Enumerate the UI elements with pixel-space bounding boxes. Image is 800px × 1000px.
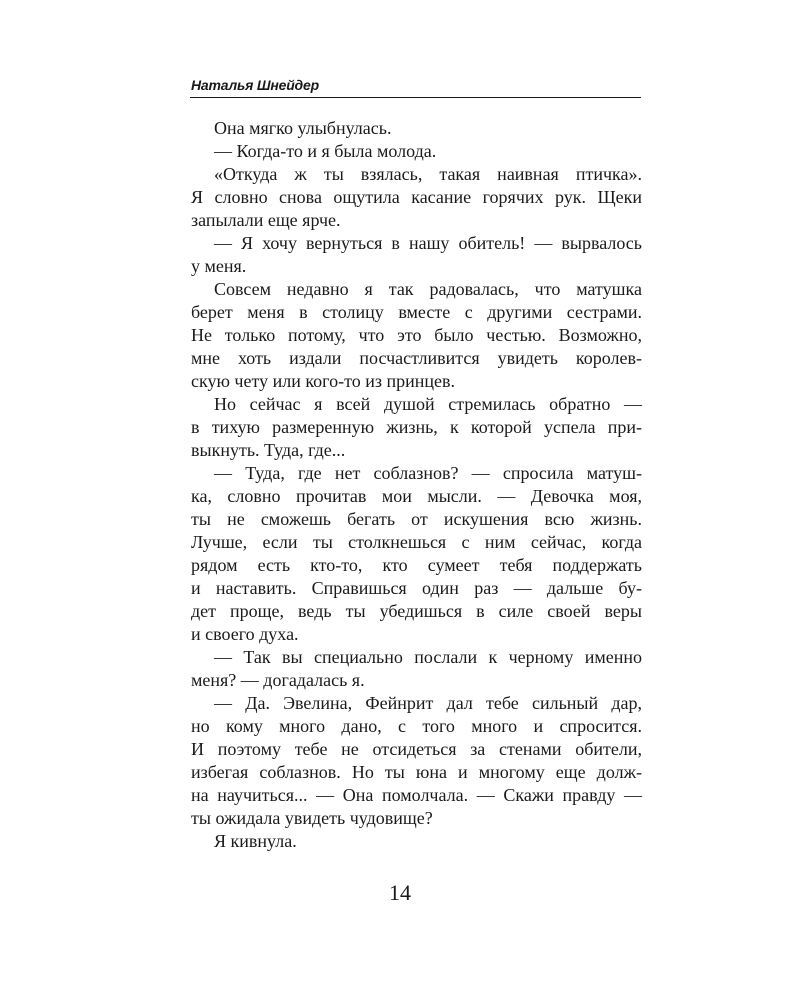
- running-header-author: Наталья Шнейдер: [191, 77, 319, 93]
- text-line: берет меня в столицу вместе с другими сестрами.: [191, 302, 642, 322]
- text-line: ка, словно прочитав мои мысли. — Девочка моя,: [191, 486, 642, 506]
- text-line: «Откуда ж ты взялась, такая наивная птичка».: [214, 164, 642, 184]
- text-line: Я кивнула.: [214, 831, 297, 851]
- text-line: и своего духа.: [191, 624, 299, 644]
- text-line: Я словно снова ощутила касание горячих рук. Щеки: [191, 187, 642, 207]
- header-divider: [190, 97, 641, 98]
- text-line: Лучше, если ты столкнешься с ним сейчас, когда: [191, 532, 642, 552]
- text-line: — Когда-то и я была молода.: [214, 141, 437, 161]
- text-line: запылали еще ярче.: [191, 210, 341, 230]
- text-line: на научиться... — Она помолчала. — Скажи правду —: [191, 785, 642, 805]
- text-line: скую чету или кого-то из принцев.: [191, 371, 455, 391]
- text-line: избегая соблазнов. Но ты юна и многому еще долж-: [191, 762, 642, 782]
- text-line: Совсем недавно я так радовалась, что матушка: [214, 279, 642, 299]
- text-line: ты не сможешь бегать от искушения всю жизнь.: [191, 509, 642, 529]
- text-line: дет проще, ведь ты убедишься в силе своей веры: [191, 601, 642, 621]
- text-line: — Я хочу вернуться в нашу обитель! — вырвалось: [214, 233, 642, 253]
- text-line: — Да. Эвелина, Фейнрит дал тебе сильный дар,: [214, 693, 642, 713]
- text-line: мне хоть издали посчастливится увидеть королев-: [191, 348, 642, 368]
- text-line: Не только потому, что это было честью. Возможно,: [191, 325, 642, 345]
- text-line: выкнуть. Туда, где...: [191, 440, 346, 460]
- text-line: но кому много дано, с того много и спросится.: [191, 716, 642, 736]
- text-line: рядом есть кто-то, кто сумеет тебя поддержать: [191, 555, 642, 575]
- page-body-text: [191, 117, 642, 853]
- text-line: меня? — догадалась я.: [191, 670, 365, 690]
- text-line: — Так вы специально послали к черному именно: [214, 647, 642, 667]
- text-line: ты ожидала увидеть чудовище?: [191, 808, 433, 828]
- text-line: И поэтому тебе не отсидеться за стенами обители,: [191, 739, 642, 759]
- text-line: у меня.: [191, 256, 247, 276]
- text-line: Но сейчас я всей душой стремилась обратно —: [214, 394, 642, 414]
- text-line: в тихую размеренную жизнь, к которой успела при-: [191, 417, 642, 437]
- text-line: Она мягко улыбнулась.: [214, 118, 392, 138]
- page-number: 14: [389, 880, 411, 905]
- text-line: — Туда, где нет соблазнов? — спросила матуш-: [214, 463, 642, 483]
- text-line: и наставить. Справишься один раз — дальше бу-: [191, 578, 642, 598]
